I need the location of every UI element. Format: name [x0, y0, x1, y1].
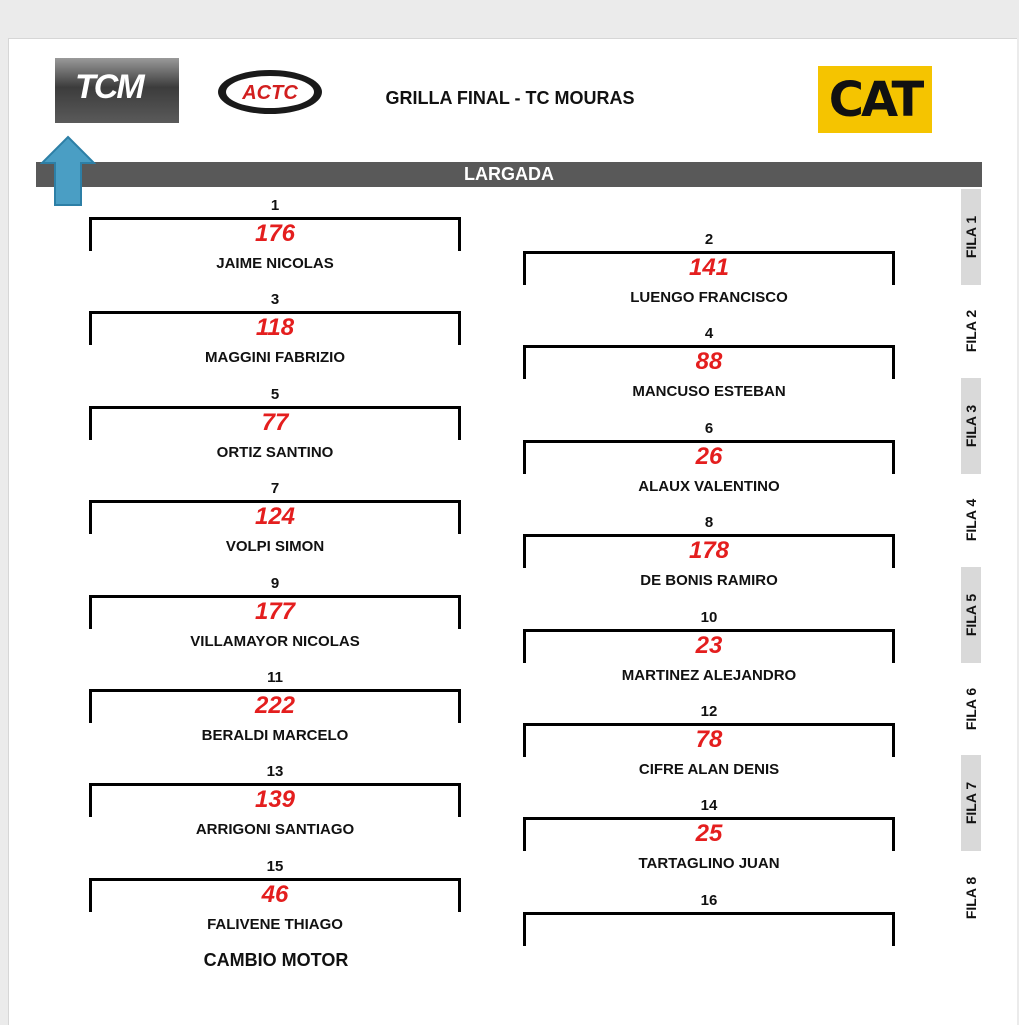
- driver-name: TARTAGLINO JUAN: [638, 855, 780, 873]
- actc-logo: [217, 69, 323, 115]
- row-label-text: FILA 8: [963, 876, 979, 919]
- driver-name: LUENGO FRANCISCO: [630, 289, 788, 306]
- row-label: [961, 378, 981, 474]
- grid-slot: [89, 289, 461, 367]
- grid-position: 15: [266, 857, 284, 875]
- grid-slot: [89, 667, 461, 744]
- grid-position: 12: [700, 703, 718, 720]
- tcm-logo-text: TCM: [75, 68, 143, 106]
- slot-box: [89, 311, 461, 367]
- start-banner-label: LARGADA: [464, 164, 554, 184]
- car-number: 23: [695, 631, 723, 659]
- grid-slot: [89, 384, 461, 461]
- up-arrow-icon: [40, 135, 96, 207]
- driver-name: DE BONIS RAMIRO: [640, 572, 778, 590]
- grid-slot: [523, 512, 895, 590]
- slot-box: [89, 689, 461, 744]
- car-number: 141: [688, 254, 730, 281]
- grid-position: 5: [270, 385, 280, 403]
- car-number: 177: [254, 597, 296, 625]
- cat-logo-text: CAT: [828, 72, 922, 128]
- row-label: [961, 755, 981, 851]
- footer-note: CAMBIO MOTOR: [203, 950, 349, 970]
- start-banner: [36, 162, 982, 187]
- driver-name: BERALDI MARCELO: [201, 727, 349, 744]
- grid-slot: [523, 229, 895, 306]
- slot-box: [89, 595, 461, 650]
- slot-box: [523, 440, 895, 495]
- car-number: 46: [261, 880, 289, 908]
- grid-slot: [89, 761, 461, 839]
- driver-name: MARTINEZ ALEJANDRO: [621, 666, 797, 684]
- row-label-text: FILA 2: [963, 310, 979, 353]
- row-label: [961, 189, 981, 285]
- car-number: 118: [255, 314, 295, 342]
- grid-position: 10: [700, 608, 718, 626]
- row-label-text: FILA 6: [963, 687, 979, 731]
- car-number: 178: [688, 537, 730, 565]
- row-label: [961, 850, 981, 946]
- car-number: 25: [695, 820, 723, 848]
- row-label: [961, 567, 981, 663]
- driver-name: VILLAMAYOR NICOLAS: [190, 632, 360, 650]
- row-label-text: FILA 5: [963, 593, 979, 636]
- car-number: 176: [254, 220, 296, 247]
- grid-position: 14: [700, 797, 718, 815]
- grid-slot: [523, 890, 895, 946]
- grid-slot: [523, 795, 895, 873]
- driver-name: FALIVENE THIAGO: [207, 915, 343, 933]
- slot-box: [89, 500, 461, 556]
- grid-slot: [523, 607, 895, 684]
- grid-position: 3: [270, 291, 280, 309]
- driver-name: CIFRE ALAN DENIS: [638, 761, 780, 778]
- grid-slot: [89, 478, 461, 556]
- row-label-text: FILA 1: [963, 215, 979, 259]
- car-number: 26: [695, 442, 723, 470]
- car-number: 88: [695, 348, 723, 376]
- grid-position: 2: [704, 231, 714, 248]
- slot-box: [89, 406, 461, 461]
- car-number: 222: [254, 692, 296, 719]
- slot-box: [523, 251, 895, 306]
- row-label-text: FILA 4: [963, 499, 979, 542]
- driver-name: JAIME NICOLAS: [216, 255, 334, 272]
- slot-box: [523, 534, 895, 590]
- grid-position: 1: [270, 197, 280, 214]
- driver-name: ARRIGONI SANTIAGO: [195, 821, 355, 839]
- grid-position: 13: [266, 763, 284, 781]
- grid-position: 4: [704, 325, 714, 343]
- slot-box: [89, 217, 461, 272]
- grid-slot: [523, 418, 895, 495]
- grid-position: 6: [704, 419, 714, 437]
- row-label: [961, 472, 981, 568]
- slot-box: [523, 723, 895, 778]
- grid-position: 11: [267, 669, 283, 686]
- row-label: [961, 661, 981, 757]
- cat-logo: [818, 66, 932, 133]
- slot-box: [523, 345, 895, 401]
- slot-box: [523, 912, 895, 946]
- car-number: 78: [695, 726, 723, 753]
- grid-slot: [89, 856, 461, 933]
- driver-name: ORTIZ SANTINO: [216, 443, 334, 461]
- driver-name: ALAUX VALENTINO: [638, 477, 780, 495]
- grid-slot: [523, 701, 895, 778]
- row-label-text: FILA 3: [963, 404, 979, 447]
- driver-name: VOLPI SIMON: [225, 538, 325, 556]
- row-label-text: FILA 7: [963, 782, 979, 825]
- car-number: 77: [261, 408, 289, 436]
- slot-box: [89, 783, 461, 839]
- car-number: 139: [254, 786, 296, 814]
- slot-box: [523, 629, 895, 684]
- row-label: [961, 283, 981, 379]
- page-title: GRILLA FINAL - TC MOURAS: [385, 88, 635, 108]
- grid-position: 16: [700, 891, 718, 909]
- grid-slot: [89, 195, 461, 272]
- grid-slot: [523, 323, 895, 401]
- grid-position: 8: [704, 514, 714, 532]
- grid-position: 9: [270, 574, 280, 592]
- actc-logo-text: ACTC: [242, 82, 298, 104]
- slot-box: [523, 817, 895, 873]
- grid-slot: [89, 573, 461, 650]
- driver-name: MAGGINI FABRIZIO: [205, 349, 345, 367]
- tcm-logo: [55, 58, 179, 123]
- grid-position: 7: [270, 480, 280, 498]
- driver-name: MANCUSO ESTEBAN: [632, 383, 786, 401]
- car-number: 124: [254, 503, 296, 531]
- slot-box: [89, 878, 461, 933]
